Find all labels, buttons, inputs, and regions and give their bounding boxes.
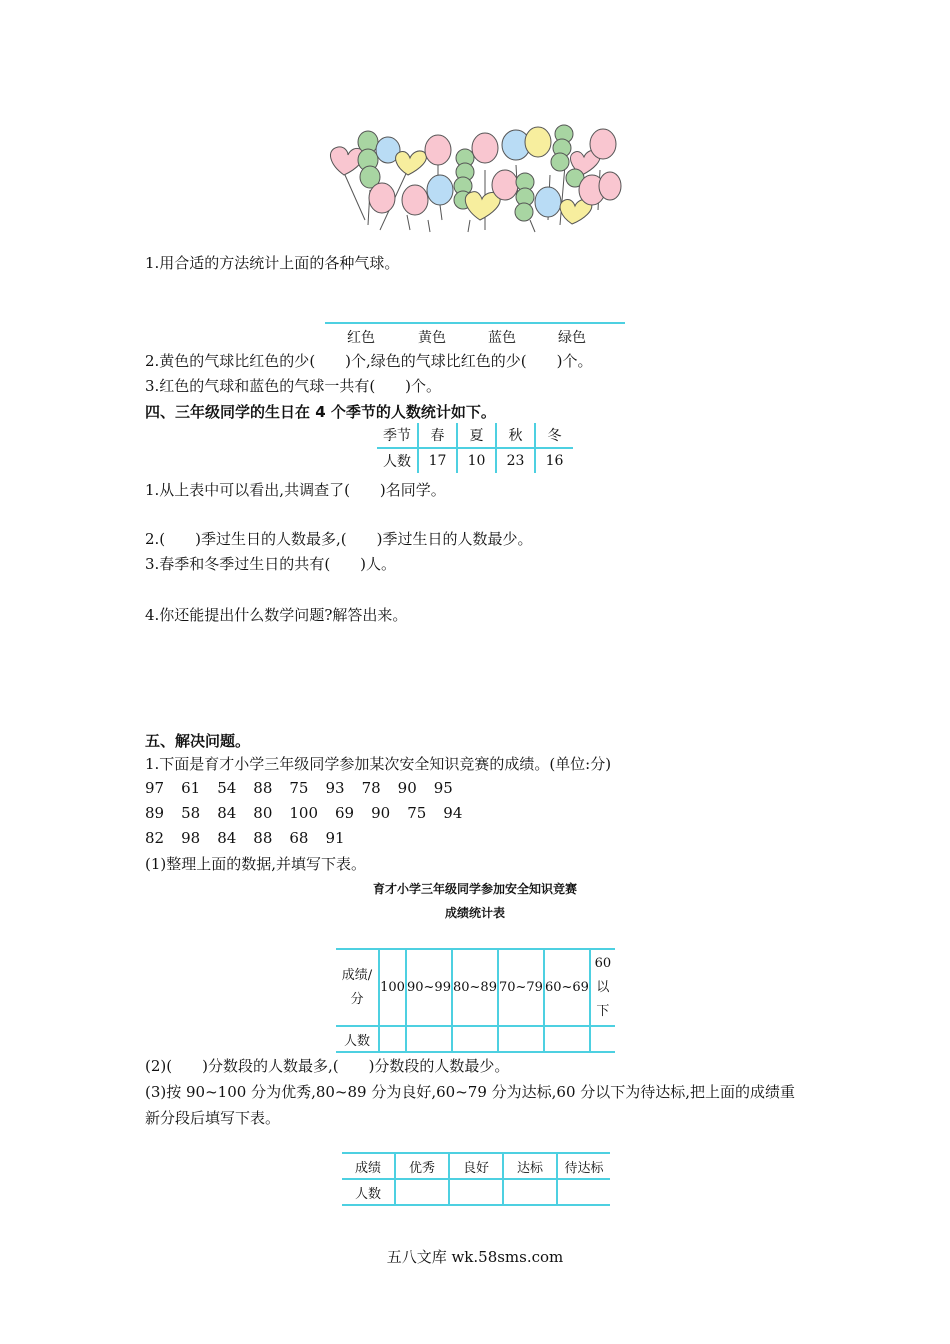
season-autumn: 秋 xyxy=(496,423,535,448)
section3-question-1: 1.用合适的方法统计上面的各种气球。 xyxy=(145,254,400,272)
count-autumn: 23 xyxy=(496,448,535,473)
score: 75 xyxy=(289,779,309,797)
color-label-yellow: 黄色 xyxy=(418,330,446,346)
count-summer: 10 xyxy=(457,448,496,473)
grade-count-excellent[interactable] xyxy=(395,1179,449,1205)
grade-excellent: 优秀 xyxy=(395,1153,449,1179)
score: 93 xyxy=(325,779,345,797)
score: 54 xyxy=(217,779,237,797)
score: 90 xyxy=(371,804,391,822)
grade-count-pass[interactable] xyxy=(503,1179,557,1205)
score-row-1 xyxy=(145,779,470,797)
grade-count-good[interactable] xyxy=(449,1179,503,1205)
footer-watermark: 五八文库 wk.58sms.com xyxy=(386,1248,564,1266)
score: 61 xyxy=(181,779,201,797)
balloon-green xyxy=(515,203,533,221)
count-cell-60-69[interactable] xyxy=(544,1026,590,1052)
section4-question-2: 2.( )季过生日的人数最多,( )季过生日的人数最少。 xyxy=(145,530,533,548)
balloon-green xyxy=(551,153,569,171)
section5-part-3-line-1: (3)按 90~100 分为优秀,80~89 分为良好,60~79 分为达标,60 分以下为待达标,把上面的成绩重 xyxy=(145,1083,796,1101)
color-label-green: 绿色 xyxy=(558,330,586,346)
section5-part-2: (2)( )分数段的人数最多,( )分数段的人数最少。 xyxy=(145,1057,510,1075)
balloon-pink xyxy=(472,133,498,163)
score: 97 xyxy=(145,779,165,797)
count-spring: 17 xyxy=(418,448,457,473)
score-distribution-table xyxy=(336,948,615,1053)
score-table-title-2: 成绩统计表 xyxy=(444,906,505,920)
balloons-illustration xyxy=(320,120,630,235)
balloon-pink xyxy=(492,170,518,200)
range-80-89: 80~89 xyxy=(452,949,498,1026)
balloon-pink xyxy=(590,129,616,159)
season-spring: 春 xyxy=(418,423,457,448)
section4-heading: 四、三年级同学的生日在 4 个季节的人数统计如下。 xyxy=(145,403,496,421)
grade-count-needs-improvement[interactable] xyxy=(557,1179,610,1205)
count-cell-100[interactable] xyxy=(379,1026,406,1052)
score: 75 xyxy=(407,804,427,822)
score: 98 xyxy=(181,829,201,847)
balloon-blue xyxy=(427,175,453,205)
balloon-pink xyxy=(425,135,451,165)
score-table-title-1: 育才小学三年级同学参加安全知识竞赛 xyxy=(372,882,577,896)
count-cell-below-60[interactable] xyxy=(590,1026,615,1052)
section5-part-1: (1)整理上面的数据,并填写下表。 xyxy=(145,855,367,873)
score: 80 xyxy=(253,804,273,822)
range-below-60: 60以下 xyxy=(590,949,615,1026)
count-cell-70-79[interactable] xyxy=(498,1026,544,1052)
balloon-yellow xyxy=(525,127,551,157)
season-header-label: 季节 xyxy=(377,423,418,448)
score-header-label: 成绩/分 xyxy=(336,949,379,1026)
range-70-79: 70~79 xyxy=(498,949,544,1026)
score: 69 xyxy=(335,804,355,822)
grade-header-label: 成绩 xyxy=(342,1153,395,1179)
score-row-2 xyxy=(145,804,479,822)
balloon-pink xyxy=(599,172,621,200)
balloon-pink xyxy=(402,185,428,215)
score: 78 xyxy=(361,779,381,797)
heart-balloon-yellow xyxy=(396,151,427,175)
score: 100 xyxy=(289,804,319,822)
score: 91 xyxy=(325,829,345,847)
section3-question-2: 2.黄色的气球比红色的少( )个,绿色的气球比红色的少( )个。 xyxy=(145,352,593,370)
score: 58 xyxy=(181,804,201,822)
score: 82 xyxy=(145,829,165,847)
range-90-99: 90~99 xyxy=(406,949,452,1026)
section4-question-4: 4.你还能提出什么数学问题?解答出来。 xyxy=(145,606,408,624)
score: 84 xyxy=(217,804,237,822)
grade-good: 良好 xyxy=(449,1153,503,1179)
heart-balloon-yellow xyxy=(465,192,500,220)
count-winter: 16 xyxy=(535,448,573,473)
score: 94 xyxy=(443,804,463,822)
balloon-pink xyxy=(369,183,395,213)
season-winter: 冬 xyxy=(535,423,573,448)
count-cell-80-89[interactable] xyxy=(452,1026,498,1052)
grade-pass: 达标 xyxy=(503,1153,557,1179)
score-count-label: 人数 xyxy=(336,1026,379,1052)
score: 68 xyxy=(289,829,309,847)
range-100: 100 xyxy=(379,949,406,1026)
grade-needs-improvement: 待达标 xyxy=(557,1153,610,1179)
season-birthday-table xyxy=(377,423,573,473)
score: 88 xyxy=(253,779,273,797)
count-cell-90-99[interactable] xyxy=(406,1026,452,1052)
section5-part-3-line-2: 新分段后填写下表。 xyxy=(145,1109,281,1127)
range-60-69: 60~69 xyxy=(544,949,590,1026)
color-tally-row xyxy=(325,322,625,346)
section4-question-1: 1.从上表中可以看出,共调查了( )名同学。 xyxy=(145,481,446,499)
grade-level-table xyxy=(342,1152,610,1206)
section5-intro: 1.下面是育才小学三年级同学参加某次安全知识竞赛的成绩。(单位:分) xyxy=(145,755,612,773)
grade-count-label: 人数 xyxy=(342,1179,395,1205)
score: 90 xyxy=(397,779,417,797)
section4-question-3: 3.春季和冬季过生日的共有( )人。 xyxy=(145,555,397,573)
season-summer: 夏 xyxy=(457,423,496,448)
color-label-red: 红色 xyxy=(347,330,375,346)
balloon-blue xyxy=(535,187,561,217)
color-label-blue: 蓝色 xyxy=(488,330,516,346)
score: 84 xyxy=(217,829,237,847)
section5-heading: 五、解决问题。 xyxy=(145,732,251,750)
score: 89 xyxy=(145,804,165,822)
score: 88 xyxy=(253,829,273,847)
count-row-label: 人数 xyxy=(377,448,418,473)
score: 95 xyxy=(433,779,453,797)
section3-question-3: 3.红色的气球和蓝色的气球一共有( )个。 xyxy=(145,377,442,395)
score-row-3 xyxy=(145,829,362,847)
